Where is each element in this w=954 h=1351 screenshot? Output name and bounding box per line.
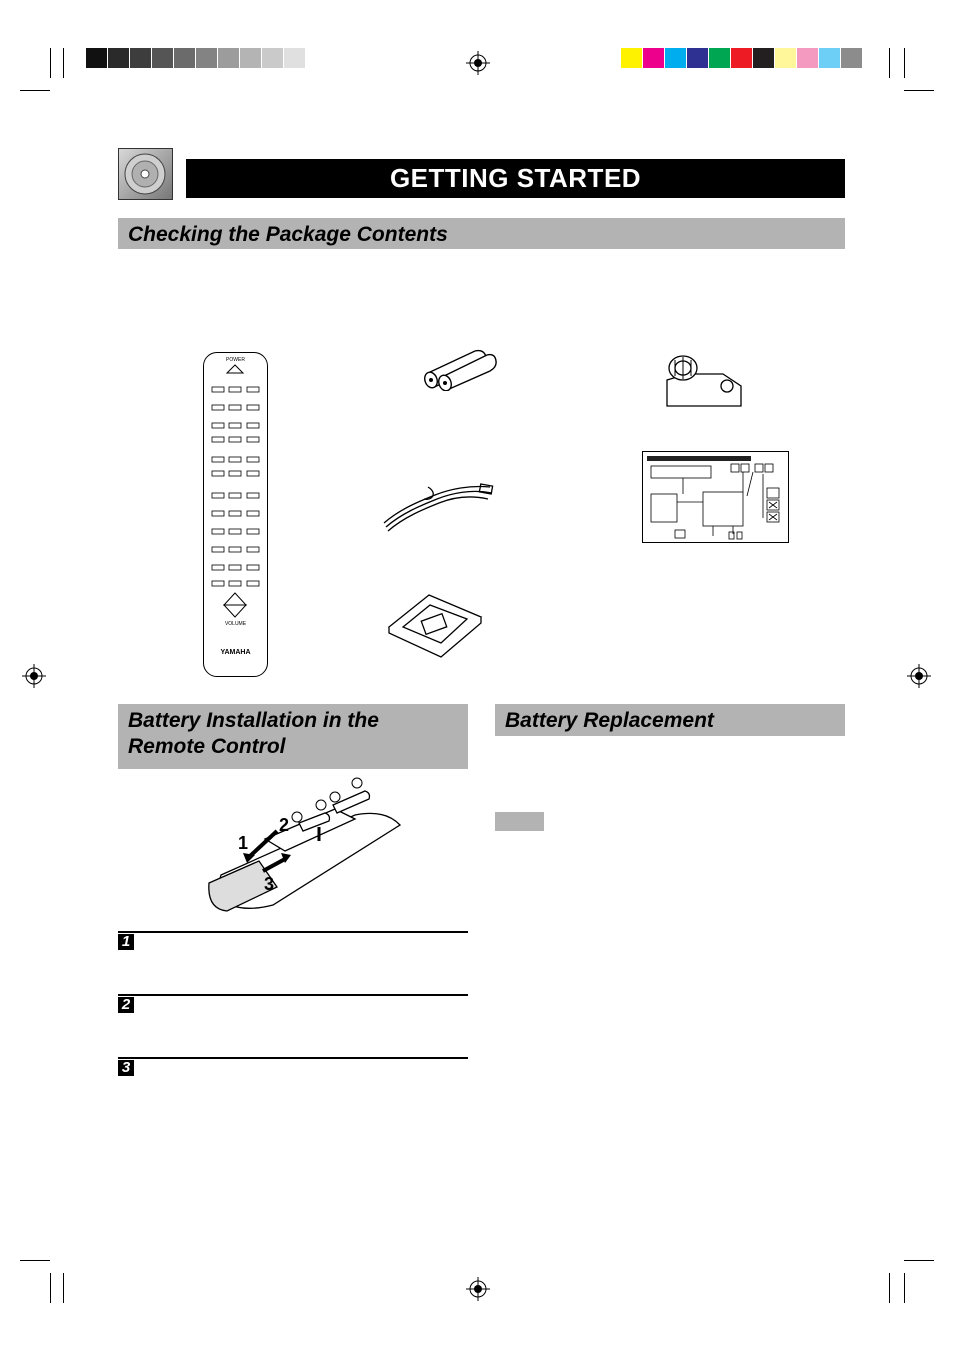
color-calibration-bar [621,48,863,68]
calibration-swatch [709,48,731,68]
calibration-swatch [819,48,841,68]
calibration-swatch [240,48,262,68]
antenna-adapter-illustration [663,352,745,412]
connection-guide-sheet-illustration [642,451,789,543]
calibration-swatch [152,48,174,68]
calibration-swatch [174,48,196,68]
disc-icon [118,148,173,200]
registration-target-icon [907,664,931,688]
calibration-swatch [841,48,863,68]
calibration-swatch [775,48,797,68]
calibration-swatch [731,48,753,68]
calibration-swatch [687,48,709,68]
remote-brand-logo: YAMAHA [220,649,251,656]
calibration-swatch [218,48,240,68]
batteries-illustration [420,343,498,391]
fm-antenna-wire-illustration [380,465,498,535]
diagram-step-label: 2 [279,815,290,835]
calibration-swatch [262,48,284,68]
diagram-step-label: 3 [264,874,275,894]
step-divider [118,931,468,933]
section-heading-battery-replacement: Battery Replacement [495,704,845,736]
calibration-swatch [797,48,819,68]
calibration-swatch [306,48,328,68]
page-title: GETTING STARTED [186,159,845,198]
grayscale-calibration-bar [86,48,328,68]
step-divider [118,994,468,996]
calibration-swatch [665,48,687,68]
registration-target-icon [466,51,490,75]
section-heading-battery-installation: Battery Installation in the Remote Control [118,704,468,769]
registration-target-icon [466,1277,490,1301]
diagram-step-label: 1 [238,833,249,853]
calibration-swatch [108,48,130,68]
am-loop-antenna-illustration [383,587,487,659]
step-divider [118,1057,468,1059]
note-label-box [495,812,544,831]
calibration-swatch [86,48,108,68]
battery-installation-diagram [205,775,405,915]
calibration-swatch [196,48,218,68]
registration-target-icon [22,664,46,688]
step-number: 2 [118,997,134,1013]
remote-control-illustration [203,352,268,677]
calibration-swatch [753,48,775,68]
step-number: 3 [118,1060,134,1076]
step-number: 1 [118,934,134,950]
section-heading-package-contents: Checking the Package Contents [118,218,845,249]
remote-volume-label: VOLUME [224,621,247,627]
calibration-swatch [284,48,306,68]
calibration-swatch [643,48,665,68]
remote-power-label: POWER [226,357,245,363]
calibration-swatch [621,48,643,68]
calibration-swatch [130,48,152,68]
